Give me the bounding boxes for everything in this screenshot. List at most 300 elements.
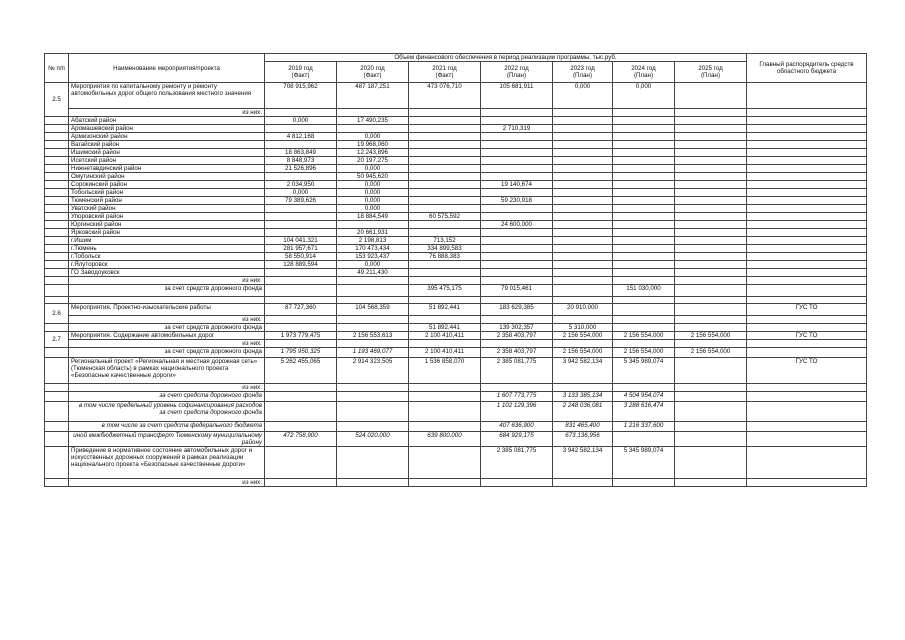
row-name: Приведение в нормативное состояние автомобильных дорог и искусственных дорожных сооружений в рамках реализации национального проекта «Безопасные качественные дороги» bbox=[69, 447, 265, 479]
value-cell: 24 600,000 bbox=[481, 221, 553, 229]
value-cell bbox=[675, 189, 747, 197]
value-cell: 19 140,674 bbox=[481, 181, 553, 189]
value-cell bbox=[481, 261, 553, 269]
value-cell bbox=[613, 165, 675, 173]
value-cell: 1 193 469,077 bbox=[337, 348, 409, 358]
value-cell: 151 030,000 bbox=[613, 285, 675, 297]
value-cell bbox=[553, 205, 613, 213]
row-name: из них: bbox=[69, 277, 265, 285]
value-cell: 128 889,594 bbox=[265, 261, 337, 269]
value-cell bbox=[481, 205, 553, 213]
value-cell: 12 243,896 bbox=[337, 149, 409, 157]
table-row bbox=[45, 133, 867, 141]
value-cell bbox=[613, 432, 675, 447]
responsible-cell bbox=[747, 447, 867, 479]
value-cell bbox=[553, 277, 613, 285]
row-name: Региональный проект «Региональная и местная дорожная сеть» (Тюменская область) в рамках национального проекта «Безопасные качественные дороги» bbox=[69, 358, 265, 384]
row-name: Уватский район bbox=[69, 205, 265, 213]
table-row bbox=[45, 402, 867, 422]
value-cell: 20 197,275 bbox=[337, 157, 409, 165]
value-cell: 17 490,235 bbox=[337, 117, 409, 125]
value-cell bbox=[613, 221, 675, 229]
value-cell bbox=[337, 479, 409, 487]
value-cell bbox=[481, 269, 553, 277]
value-cell: 2 156 554,000 bbox=[553, 348, 613, 358]
value-cell bbox=[553, 261, 613, 269]
value-cell bbox=[409, 384, 481, 392]
header-year-label: 2019 год bbox=[288, 65, 313, 72]
value-cell: 153 923,437 bbox=[337, 253, 409, 261]
value-cell bbox=[265, 447, 337, 479]
responsible-cell bbox=[747, 213, 867, 221]
value-cell bbox=[409, 297, 481, 304]
value-cell bbox=[481, 109, 553, 117]
value-cell: 79 015,461 bbox=[481, 285, 553, 297]
value-cell bbox=[613, 109, 675, 117]
value-cell: 0,000 bbox=[337, 189, 409, 197]
row-index bbox=[45, 277, 69, 285]
value-cell bbox=[337, 324, 409, 332]
value-cell: 0,000 bbox=[337, 197, 409, 205]
header-group: Объем финансового обеспечения в период реализации программы, тыс.руб. bbox=[265, 54, 747, 62]
value-cell bbox=[675, 297, 747, 304]
row-name bbox=[69, 297, 265, 304]
row-index: 2.5 bbox=[45, 83, 69, 117]
table-row bbox=[45, 348, 867, 358]
value-cell: 2 385 081,775 bbox=[481, 358, 553, 384]
value-cell bbox=[553, 213, 613, 221]
table-row bbox=[45, 173, 867, 181]
value-cell bbox=[613, 237, 675, 245]
value-cell: 105 681,911 bbox=[481, 83, 553, 109]
value-cell bbox=[553, 384, 613, 392]
responsible-cell bbox=[747, 165, 867, 173]
value-cell bbox=[337, 297, 409, 304]
value-cell bbox=[675, 324, 747, 332]
value-cell: 281 957,671 bbox=[265, 245, 337, 253]
value-cell: 2 248 036,081 bbox=[553, 402, 613, 422]
value-cell: 2 156 554,000 bbox=[613, 348, 675, 358]
value-cell bbox=[337, 422, 409, 432]
table-row bbox=[45, 285, 867, 297]
value-cell bbox=[675, 181, 747, 189]
row-index bbox=[45, 149, 69, 157]
row-index bbox=[45, 221, 69, 229]
value-cell bbox=[409, 149, 481, 157]
row-index bbox=[45, 205, 69, 213]
financing-table bbox=[44, 53, 867, 487]
value-cell bbox=[553, 125, 613, 133]
table-row bbox=[45, 109, 867, 117]
value-cell bbox=[481, 384, 553, 392]
value-cell bbox=[553, 237, 613, 245]
value-cell bbox=[265, 479, 337, 487]
row-name: Исетский район bbox=[69, 157, 265, 165]
responsible-cell bbox=[747, 324, 867, 332]
row-name: г.Тобольск bbox=[69, 253, 265, 261]
value-cell bbox=[409, 269, 481, 277]
table-row bbox=[45, 221, 867, 229]
value-cell bbox=[613, 297, 675, 304]
value-cell bbox=[675, 277, 747, 285]
value-cell bbox=[553, 133, 613, 141]
row-name: Упоровский район bbox=[69, 213, 265, 221]
header-year-type: (Факт) bbox=[435, 72, 454, 79]
value-cell: 831 465,400 bbox=[553, 422, 613, 432]
value-cell bbox=[481, 173, 553, 181]
header-year-type: (План) bbox=[633, 72, 654, 79]
header-year-type: (Факт) bbox=[291, 72, 310, 79]
value-cell bbox=[553, 340, 613, 348]
value-cell: 4 812,168 bbox=[265, 133, 337, 141]
value-cell: 0,000 bbox=[613, 83, 675, 109]
value-cell bbox=[265, 422, 337, 432]
value-cell bbox=[675, 358, 747, 384]
value-cell: 1 216 337,600 bbox=[613, 422, 675, 432]
row-name: за счет средств дорожного фонда bbox=[69, 348, 265, 358]
value-cell bbox=[409, 479, 481, 487]
value-cell bbox=[553, 269, 613, 277]
value-cell bbox=[409, 277, 481, 285]
value-cell bbox=[675, 245, 747, 253]
value-cell: 2 034,950 bbox=[265, 181, 337, 189]
responsible-cell bbox=[747, 181, 867, 189]
row-name: за счет средств дорожного фонда bbox=[69, 392, 265, 402]
value-cell bbox=[613, 340, 675, 348]
value-cell bbox=[613, 189, 675, 197]
table-row bbox=[45, 197, 867, 205]
header-year-label: 2024 год bbox=[631, 65, 656, 72]
row-index: 2.6 bbox=[45, 304, 69, 324]
value-cell bbox=[337, 316, 409, 324]
value-cell bbox=[337, 109, 409, 117]
row-name: за счет средств дорожного фонда bbox=[69, 324, 265, 332]
value-cell: 104 568,359 bbox=[337, 304, 409, 316]
value-cell: 0,000 bbox=[337, 165, 409, 173]
row-name: из них: bbox=[69, 316, 265, 324]
table-row bbox=[45, 422, 867, 432]
value-cell bbox=[265, 125, 337, 133]
responsible-cell bbox=[747, 205, 867, 213]
row-name: Тюменский район bbox=[69, 197, 265, 205]
header-year-type: (План) bbox=[506, 72, 527, 79]
value-cell: 708 915,962 bbox=[265, 83, 337, 109]
value-cell: 51 892,441 bbox=[409, 324, 481, 332]
value-cell bbox=[409, 133, 481, 141]
row-name: Ишимский район bbox=[69, 149, 265, 157]
value-cell: 3 942 582,134 bbox=[553, 358, 613, 384]
responsible-cell bbox=[747, 117, 867, 125]
row-name: из них: bbox=[69, 340, 265, 348]
value-cell bbox=[675, 173, 747, 181]
value-cell bbox=[613, 277, 675, 285]
value-cell: 0,000 bbox=[337, 133, 409, 141]
value-cell: 2 156 553,613 bbox=[337, 332, 409, 340]
header-year-label: 2020 год bbox=[360, 65, 385, 72]
row-name: Тобольский район bbox=[69, 189, 265, 197]
value-cell: 51 892,441 bbox=[409, 304, 481, 316]
row-name: в том числе за счет средств федерального бюджета bbox=[69, 422, 265, 432]
row-index bbox=[45, 392, 69, 402]
value-cell: 5 345 989,074 bbox=[613, 358, 675, 384]
value-cell: 2 156 554,000 bbox=[675, 332, 747, 340]
value-cell bbox=[613, 181, 675, 189]
value-cell: 20 661,931 bbox=[337, 229, 409, 237]
responsible-cell bbox=[747, 261, 867, 269]
value-cell bbox=[613, 324, 675, 332]
header-year bbox=[613, 62, 675, 83]
row-index bbox=[45, 447, 69, 479]
responsible-cell bbox=[747, 245, 867, 253]
value-cell bbox=[265, 384, 337, 392]
row-index bbox=[45, 157, 69, 165]
row-name: Аромашевский район bbox=[69, 125, 265, 133]
value-cell bbox=[613, 149, 675, 157]
value-cell bbox=[265, 402, 337, 422]
value-cell bbox=[337, 285, 409, 297]
row-name: Вагайский район bbox=[69, 141, 265, 149]
row-name: Юргинский район bbox=[69, 221, 265, 229]
value-cell bbox=[265, 392, 337, 402]
value-cell: 2 156 554,000 bbox=[553, 332, 613, 340]
value-cell bbox=[265, 221, 337, 229]
value-cell: 2 358 403,797 bbox=[481, 348, 553, 358]
value-cell: 139 302,357 bbox=[481, 324, 553, 332]
row-index bbox=[45, 141, 69, 149]
value-cell: 170 473,434 bbox=[337, 245, 409, 253]
header-year bbox=[409, 62, 481, 83]
row-index bbox=[45, 432, 69, 447]
value-cell bbox=[613, 117, 675, 125]
value-cell: 21 526,896 bbox=[265, 165, 337, 173]
row-index bbox=[45, 125, 69, 133]
value-cell bbox=[675, 316, 747, 324]
row-index: 2.7 bbox=[45, 332, 69, 348]
responsible-cell: ГУС ТО bbox=[747, 304, 867, 316]
value-cell bbox=[675, 384, 747, 392]
value-cell: 18 863,849 bbox=[265, 149, 337, 157]
responsible-cell bbox=[747, 340, 867, 348]
value-cell bbox=[553, 197, 613, 205]
table-row bbox=[45, 340, 867, 348]
value-cell bbox=[613, 253, 675, 261]
value-cell: 1 973 779,475 bbox=[265, 332, 337, 340]
value-cell bbox=[265, 277, 337, 285]
value-cell bbox=[409, 109, 481, 117]
row-name: Омутинский район bbox=[69, 173, 265, 181]
row-name: Мероприятия по капитальному ремонту и ремонту автомобильных дорог общего пользования местного значения bbox=[69, 83, 265, 109]
header-year-type: (План) bbox=[700, 72, 721, 79]
value-cell bbox=[409, 197, 481, 205]
row-name: г.Тюмень bbox=[69, 245, 265, 253]
value-cell bbox=[337, 384, 409, 392]
value-cell: 487 187,251 bbox=[337, 83, 409, 109]
value-cell bbox=[265, 205, 337, 213]
value-cell bbox=[265, 297, 337, 304]
value-cell bbox=[613, 316, 675, 324]
header-year-label: 2021 год bbox=[432, 65, 457, 72]
row-index bbox=[45, 285, 69, 297]
row-index bbox=[45, 213, 69, 221]
table-row bbox=[45, 253, 867, 261]
value-cell bbox=[409, 447, 481, 479]
table-row bbox=[45, 237, 867, 245]
value-cell bbox=[265, 213, 337, 221]
value-cell: 2 385 081,775 bbox=[481, 447, 553, 479]
value-cell bbox=[409, 422, 481, 432]
value-cell bbox=[481, 133, 553, 141]
value-cell bbox=[265, 324, 337, 332]
value-cell: 2 156 554,000 bbox=[613, 332, 675, 340]
value-cell bbox=[675, 221, 747, 229]
table-row bbox=[45, 125, 867, 133]
value-cell bbox=[409, 117, 481, 125]
row-index bbox=[45, 358, 69, 384]
value-cell bbox=[481, 237, 553, 245]
value-cell bbox=[675, 141, 747, 149]
header-num: № п/п bbox=[45, 54, 69, 83]
value-cell: 50 945,620 bbox=[337, 173, 409, 181]
responsible-cell bbox=[747, 402, 867, 422]
row-index bbox=[45, 117, 69, 125]
value-cell: 79 389,626 bbox=[265, 197, 337, 205]
value-cell bbox=[553, 165, 613, 173]
table-row bbox=[45, 213, 867, 221]
value-cell bbox=[553, 149, 613, 157]
value-cell bbox=[613, 125, 675, 133]
value-cell bbox=[675, 479, 747, 487]
table-row bbox=[45, 358, 867, 384]
row-index bbox=[45, 189, 69, 197]
value-cell: 0,000 bbox=[337, 205, 409, 213]
value-cell bbox=[481, 213, 553, 221]
value-cell bbox=[481, 297, 553, 304]
value-cell bbox=[675, 340, 747, 348]
value-cell: 407 636,900 bbox=[481, 422, 553, 432]
value-cell: 2 198,813 bbox=[337, 237, 409, 245]
value-cell bbox=[409, 181, 481, 189]
value-cell: 2 358 403,797 bbox=[481, 332, 553, 340]
value-cell: 1 795 950,325 bbox=[265, 348, 337, 358]
responsible-cell: ГУС ТО bbox=[747, 332, 867, 340]
value-cell bbox=[553, 181, 613, 189]
table-row bbox=[45, 141, 867, 149]
value-cell: 8 848,973 bbox=[265, 157, 337, 165]
value-cell: 3 133 385,134 bbox=[553, 392, 613, 402]
value-cell: 18 884,549 bbox=[337, 213, 409, 221]
row-name: Сорокинский район bbox=[69, 181, 265, 189]
header-year bbox=[265, 62, 337, 83]
responsible-cell: ГУС ТО bbox=[747, 358, 867, 384]
value-cell bbox=[675, 392, 747, 402]
responsible-cell bbox=[747, 229, 867, 237]
value-cell bbox=[265, 109, 337, 117]
row-index bbox=[45, 402, 69, 422]
value-cell bbox=[409, 141, 481, 149]
value-cell bbox=[265, 285, 337, 297]
table-row bbox=[45, 332, 867, 340]
value-cell bbox=[675, 447, 747, 479]
value-cell bbox=[553, 117, 613, 125]
responsible-cell bbox=[747, 141, 867, 149]
value-cell: 2 914 323,505 bbox=[337, 358, 409, 384]
value-cell bbox=[481, 245, 553, 253]
value-cell: 2 156 554,000 bbox=[675, 348, 747, 358]
value-cell bbox=[613, 141, 675, 149]
row-index bbox=[45, 197, 69, 205]
value-cell bbox=[675, 109, 747, 117]
row-name: Мероприятия. Проектно-изыскательские работы bbox=[69, 304, 265, 316]
value-cell: 20 910,000 bbox=[553, 304, 613, 316]
table-row bbox=[45, 384, 867, 392]
value-cell bbox=[553, 253, 613, 261]
table-row bbox=[45, 165, 867, 173]
header-year-type: (Факт) bbox=[363, 72, 382, 79]
value-cell: 0,000 bbox=[337, 181, 409, 189]
value-cell bbox=[409, 229, 481, 237]
responsible-cell bbox=[747, 149, 867, 157]
value-cell: 1 607 773,775 bbox=[481, 392, 553, 402]
value-cell bbox=[613, 157, 675, 165]
row-index bbox=[45, 384, 69, 392]
table-row bbox=[45, 324, 867, 332]
value-cell bbox=[675, 149, 747, 157]
value-cell: 5 310,000 bbox=[553, 324, 613, 332]
value-cell bbox=[675, 165, 747, 173]
value-cell bbox=[481, 253, 553, 261]
responsible-cell bbox=[747, 221, 867, 229]
value-cell bbox=[265, 340, 337, 348]
value-cell: 3 288 616,474 bbox=[613, 402, 675, 422]
value-cell bbox=[409, 316, 481, 324]
value-cell bbox=[265, 316, 337, 324]
value-cell bbox=[675, 125, 747, 133]
table-row bbox=[45, 392, 867, 402]
value-cell bbox=[265, 269, 337, 277]
value-cell bbox=[675, 432, 747, 447]
responsible-cell bbox=[747, 348, 867, 358]
table-row bbox=[45, 229, 867, 237]
value-cell bbox=[613, 213, 675, 221]
value-cell: 1 536 858,070 bbox=[409, 358, 481, 384]
value-cell bbox=[409, 392, 481, 402]
value-cell: 673 136,956 bbox=[553, 432, 613, 447]
value-cell bbox=[553, 479, 613, 487]
responsible-cell bbox=[747, 133, 867, 141]
value-cell bbox=[481, 149, 553, 157]
value-cell bbox=[553, 229, 613, 237]
value-cell bbox=[481, 277, 553, 285]
value-cell bbox=[613, 245, 675, 253]
value-cell bbox=[409, 189, 481, 197]
row-name: в том числе предельный уровень софинансирования расходов за счет средств дорожного фонда bbox=[69, 402, 265, 422]
table-row bbox=[45, 205, 867, 213]
value-cell: 2 100 410,411 bbox=[409, 332, 481, 340]
row-index bbox=[45, 261, 69, 269]
responsible-cell bbox=[747, 109, 867, 117]
row-name: г.Ялуторовск bbox=[69, 261, 265, 269]
value-cell bbox=[553, 285, 613, 297]
value-cell bbox=[409, 173, 481, 181]
header-name: Наименование мероприятия/проекта bbox=[69, 54, 265, 83]
responsible-cell bbox=[747, 83, 867, 109]
responsible-cell bbox=[747, 173, 867, 181]
row-index bbox=[45, 269, 69, 277]
value-cell bbox=[613, 197, 675, 205]
value-cell bbox=[675, 229, 747, 237]
row-name: ГО Заводоуковск bbox=[69, 269, 265, 277]
value-cell bbox=[675, 422, 747, 432]
